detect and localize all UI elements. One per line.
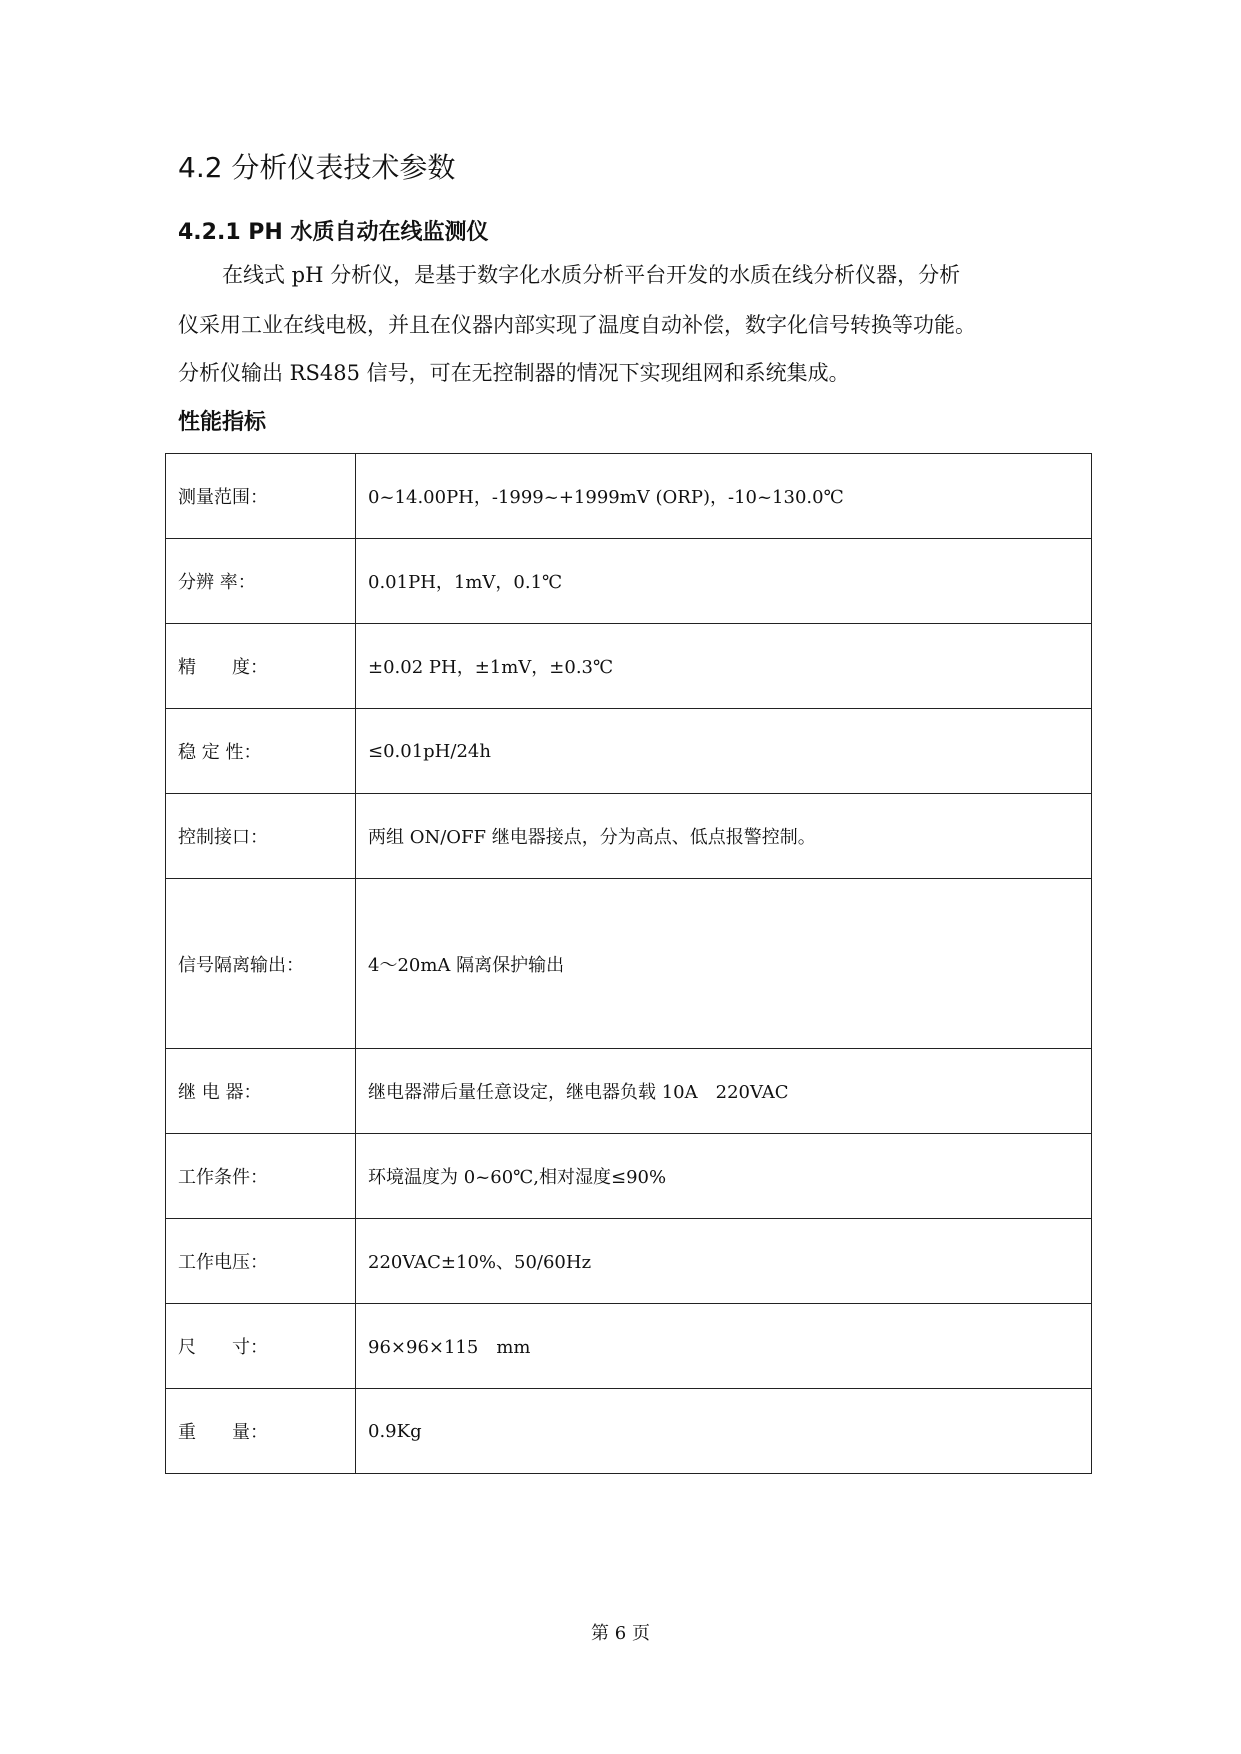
spec-value: 4～20mA 隔离保护输出 <box>356 879 1092 1049</box>
performance-heading: 性能指标 <box>178 410 267 435</box>
spec-value: ≤0.01pH/24h <box>356 709 1092 794</box>
paragraph-line-2: 仪采用工业在线电极，并且在仪器内部实现了温度自动补偿，数字化信号转换等功能。 <box>178 313 976 337</box>
table-row <box>166 1134 1092 1219</box>
spec-label: 稳 定 性： <box>166 709 356 794</box>
paragraph-line-1: 在线式 pH 分析仪，是基于数字化水质分析平台开发的水质在线分析仪器，分析 <box>222 263 961 287</box>
table-row <box>166 879 1092 1049</box>
spec-value: 220VAC±10%、50/60Hz <box>356 1219 1092 1304</box>
spec-value: 继电器滞后量任意设定，继电器负载 10A 220VAC <box>356 1049 1092 1134</box>
spec-label: 精 度： <box>166 624 356 709</box>
spec-label: 分辨 率： <box>166 539 356 624</box>
spec-label: 尺 寸： <box>166 1304 356 1389</box>
spec-label: 信号隔离输出： <box>166 879 356 1049</box>
spec-value: 0.01PH，1mV，0.1℃ <box>356 539 1092 624</box>
spec-label: 工作电压： <box>166 1219 356 1304</box>
spec-table <box>165 453 1092 1474</box>
table-row <box>166 1219 1092 1304</box>
spec-label: 测量范围： <box>166 454 356 539</box>
spec-value: 0.9Kg <box>356 1389 1092 1474</box>
paragraph-line-3: 分析仪输出 RS485 信号，可在无控制器的情况下实现组网和系统集成。 <box>178 361 850 385</box>
spec-value: 0~14.00PH，-1999~+1999mV (ORP)，-10~130.0℃ <box>356 454 1092 539</box>
spec-value: 两组 ON/OFF 继电器接点，分为高点、低点报警控制。 <box>356 794 1092 879</box>
spec-value: ±0.02 PH，±1mV，±0.3℃ <box>356 624 1092 709</box>
table-row <box>166 454 1092 539</box>
spec-label: 工作条件： <box>166 1134 356 1219</box>
spec-label: 控制接口： <box>166 794 356 879</box>
table-row <box>166 539 1092 624</box>
table-row <box>166 624 1092 709</box>
table-row <box>166 1304 1092 1389</box>
page-number: 第 6 页 <box>591 1623 650 1644</box>
table-row <box>166 1389 1092 1474</box>
spec-value: 96×96×115 mm <box>356 1304 1092 1389</box>
table-row <box>166 709 1092 794</box>
subsection-title: 4.2.1 PH 水质自动在线监测仪 <box>178 220 489 245</box>
spec-value: 环境温度为 0~60℃,相对湿度≤90% <box>356 1134 1092 1219</box>
spec-label: 继 电 器： <box>166 1049 356 1134</box>
table-row <box>166 1049 1092 1134</box>
spec-label: 重 量： <box>166 1389 356 1474</box>
section-title: 4.2 分析仪表技术参数 <box>178 151 456 184</box>
table-row <box>166 794 1092 879</box>
